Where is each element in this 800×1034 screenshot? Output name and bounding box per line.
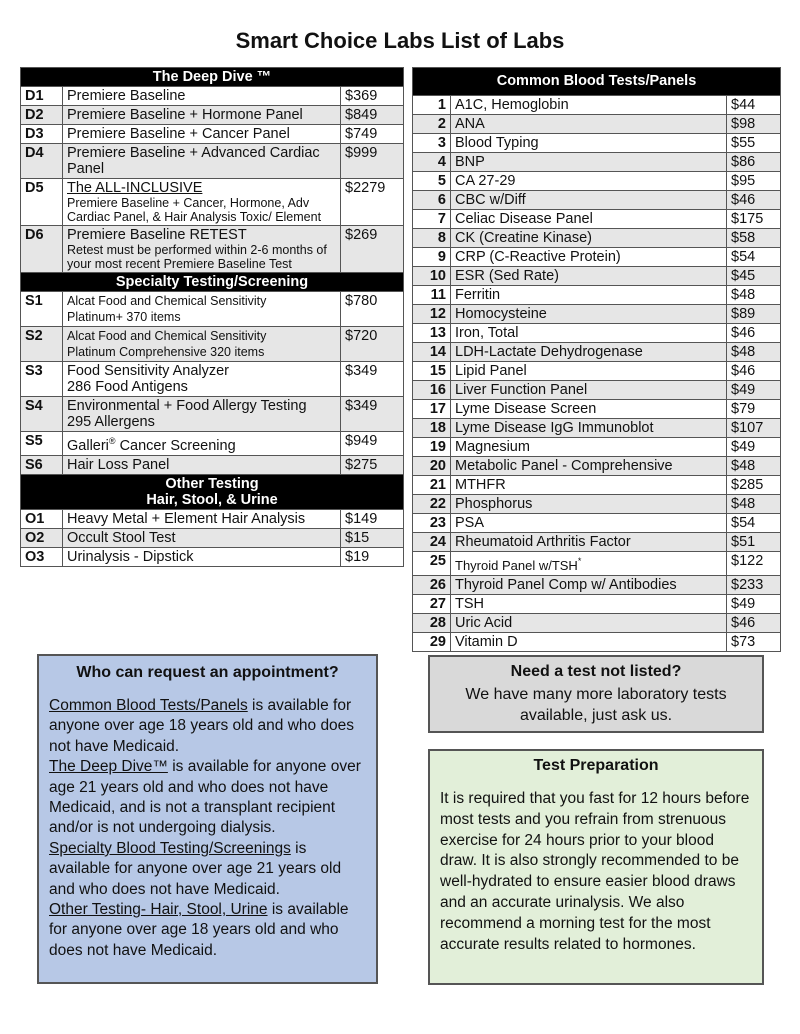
lab-code: D3 bbox=[21, 125, 63, 144]
lab-code: O1 bbox=[21, 509, 63, 528]
lab-price: $107 bbox=[727, 419, 781, 438]
lab-row bbox=[413, 594, 781, 613]
lab-number: 17 bbox=[413, 400, 451, 419]
lab-name-cell bbox=[451, 457, 727, 476]
lab-row bbox=[21, 226, 404, 273]
lab-row bbox=[413, 343, 781, 362]
specialty-rows bbox=[21, 292, 404, 475]
lab-price: $49 bbox=[727, 381, 781, 400]
lab-row bbox=[413, 552, 781, 576]
lab-name: PSA bbox=[455, 515, 485, 531]
lab-code: S2 bbox=[21, 327, 63, 362]
lab-price: $999 bbox=[341, 144, 404, 179]
lab-name-cell bbox=[451, 210, 727, 229]
lab-price: $45 bbox=[727, 267, 781, 286]
lab-row bbox=[413, 172, 781, 191]
lab-row bbox=[413, 419, 781, 438]
lab-name: Occult Stool Test bbox=[67, 529, 176, 546]
lab-row bbox=[413, 476, 781, 495]
lab-row bbox=[413, 632, 781, 651]
lab-code: D2 bbox=[21, 106, 63, 125]
lab-name-cell bbox=[63, 87, 341, 106]
lab-number: 20 bbox=[413, 457, 451, 476]
lab-code: S1 bbox=[21, 292, 63, 327]
lab-row bbox=[413, 210, 781, 229]
lab-name: Lyme Disease IgG Immunoblot bbox=[455, 420, 654, 436]
lab-number: 22 bbox=[413, 495, 451, 514]
lab-price: $86 bbox=[727, 153, 781, 172]
lab-price: $122 bbox=[727, 552, 781, 576]
lab-name: Environmental + Food Allergy Testing bbox=[67, 398, 307, 414]
lab-row bbox=[413, 153, 781, 172]
common-blood-tests-table bbox=[412, 67, 781, 652]
lab-price: $349 bbox=[341, 362, 404, 397]
lab-name-cell bbox=[451, 248, 727, 267]
lab-name: Metabolic Panel - Comprehensive bbox=[455, 458, 673, 474]
lab-name-cell bbox=[451, 362, 727, 381]
lab-number: 7 bbox=[413, 210, 451, 229]
lab-name: Phosphorus bbox=[455, 496, 533, 512]
lab-name-cell bbox=[451, 286, 727, 305]
who-can-request-box bbox=[37, 654, 378, 984]
lab-name-cell bbox=[451, 191, 727, 210]
lab-name: ANA bbox=[455, 116, 485, 132]
lab-name-cell bbox=[451, 552, 727, 576]
lab-row bbox=[413, 575, 781, 594]
lab-row bbox=[413, 96, 781, 115]
lab-name-detail: Platinum Comprehensive 320 items bbox=[67, 345, 265, 359]
lab-number: 12 bbox=[413, 305, 451, 324]
lab-name-suffix: Cancer Screening bbox=[115, 437, 236, 454]
lab-number: 14 bbox=[413, 343, 451, 362]
registered-mark: ® bbox=[108, 436, 116, 446]
lab-name: Lipid Panel bbox=[455, 363, 527, 379]
lab-code: O3 bbox=[21, 547, 63, 566]
lab-name: Rheumatoid Arthritis Factor bbox=[455, 534, 631, 550]
lab-number: 26 bbox=[413, 575, 451, 594]
lab-price: $15 bbox=[341, 528, 404, 547]
deep-dive-header: The Deep Dive ™ bbox=[21, 68, 404, 87]
lab-row bbox=[21, 327, 404, 362]
lab-price: $73 bbox=[727, 632, 781, 651]
lab-price: $269 bbox=[341, 226, 404, 273]
other-eligibility-text: is available for anyone over age 18 years old and who does not have Medicaid. bbox=[49, 901, 349, 959]
lab-row bbox=[413, 305, 781, 324]
lab-name-cell bbox=[63, 327, 341, 362]
lab-number: 1 bbox=[413, 96, 451, 115]
lab-name: Heavy Metal + Element Hair Analysis bbox=[67, 510, 306, 527]
lab-name-cell bbox=[451, 575, 727, 594]
lab-name: Lyme Disease Screen bbox=[455, 401, 597, 417]
lab-number: 24 bbox=[413, 533, 451, 552]
lab-row bbox=[21, 125, 404, 144]
lab-row bbox=[413, 115, 781, 134]
lab-name-cell bbox=[63, 144, 341, 179]
lab-price: $849 bbox=[341, 106, 404, 125]
lab-name-cell bbox=[451, 438, 727, 457]
lab-row bbox=[413, 457, 781, 476]
lab-row bbox=[21, 509, 404, 528]
common-eligibility-label: Common Blood Tests/Panels bbox=[49, 697, 248, 714]
lab-name: TSH bbox=[455, 595, 484, 612]
lab-number: 28 bbox=[413, 613, 451, 632]
lab-name: Ferritin bbox=[455, 287, 501, 303]
lab-row bbox=[21, 106, 404, 125]
lab-name: A1C, Hemoglobin bbox=[455, 97, 569, 113]
deep-dive-eligibility-text: is available for anyone over age 21 years old and who does not have Medicaid, and is not a transplant recipient and/or is not undergoing dialysis. bbox=[49, 758, 361, 837]
prep-title: Test Preparation bbox=[533, 757, 659, 774]
other-header-line1: Other Testing bbox=[165, 475, 259, 492]
lab-price: $46 bbox=[727, 362, 781, 381]
lab-name: Urinalysis - Dipstick bbox=[67, 548, 194, 565]
lab-row bbox=[413, 438, 781, 457]
lab-price: $949 bbox=[341, 432, 404, 456]
lab-row bbox=[21, 432, 404, 456]
lab-row bbox=[413, 381, 781, 400]
lab-name: CA 27-29 bbox=[455, 173, 516, 189]
lab-name: Galleri bbox=[67, 437, 109, 454]
lab-name-cell bbox=[451, 613, 727, 632]
lab-row bbox=[413, 286, 781, 305]
lab-name: Celiac Disease Panel bbox=[455, 211, 593, 227]
lab-price: $2279 bbox=[341, 179, 404, 226]
lab-price: $46 bbox=[727, 191, 781, 210]
lab-name: Thyroid Panel Comp w/ Antibodies bbox=[455, 576, 677, 593]
common-rows bbox=[413, 96, 781, 652]
lab-name: LDH-Lactate Dehydrogenase bbox=[455, 344, 643, 360]
common-eligibility-text: is available for anyone over age 18 years old and who does not have Medicaid. bbox=[49, 697, 355, 755]
lab-name-cell bbox=[63, 125, 341, 144]
lab-name: CRP (C-Reactive Protein) bbox=[455, 249, 621, 265]
lab-row bbox=[413, 613, 781, 632]
lab-price: $54 bbox=[727, 248, 781, 267]
lab-name: Premiere Baseline + Cancer Panel bbox=[67, 126, 290, 142]
deep-dive-eligibility-label: The Deep Dive™ bbox=[49, 758, 168, 776]
lab-name: Magnesium bbox=[455, 439, 530, 455]
lab-name-cell bbox=[451, 343, 727, 362]
common-header: Common Blood Tests/Panels bbox=[413, 68, 781, 96]
lab-price: $749 bbox=[341, 125, 404, 144]
lab-row bbox=[413, 495, 781, 514]
lab-name-cell bbox=[451, 324, 727, 343]
lab-name-cell bbox=[451, 533, 727, 552]
lab-row bbox=[21, 528, 404, 547]
lab-name-cell bbox=[63, 455, 341, 474]
lab-price: $48 bbox=[727, 457, 781, 476]
lab-name: MTHFR bbox=[455, 477, 506, 493]
request-box-title: Who can request an appointment? bbox=[76, 664, 339, 681]
lab-row bbox=[21, 455, 404, 474]
lab-name-detail: Platinum+ 370 items bbox=[67, 310, 181, 324]
lab-name-cell bbox=[63, 547, 341, 566]
lab-name: BNP bbox=[455, 154, 485, 170]
lab-price: $48 bbox=[727, 495, 781, 514]
lab-row bbox=[413, 248, 781, 267]
left-labs-table bbox=[20, 67, 404, 567]
lab-number: 8 bbox=[413, 229, 451, 248]
lab-name-cell bbox=[451, 632, 727, 651]
lab-price: $369 bbox=[341, 87, 404, 106]
lab-name-cell bbox=[63, 362, 341, 397]
lab-price: $233 bbox=[727, 575, 781, 594]
lab-name-cell bbox=[63, 292, 341, 327]
lab-name-cell bbox=[63, 528, 341, 547]
lab-number: 13 bbox=[413, 324, 451, 343]
lab-name: CK (Creatine Kinase) bbox=[455, 230, 592, 246]
lab-price: $48 bbox=[727, 286, 781, 305]
lab-row bbox=[21, 292, 404, 327]
lab-name: Premiere Baseline + Hormone Panel bbox=[67, 107, 303, 123]
lab-name-cell bbox=[451, 115, 727, 134]
lab-name-cell bbox=[451, 514, 727, 533]
lab-name: CBC w/Diff bbox=[455, 192, 526, 208]
lab-number: 25 bbox=[413, 552, 451, 576]
lab-name-detail: 295 Allergens bbox=[67, 414, 155, 430]
page-title: Smart Choice Labs List of Labs bbox=[235, 28, 565, 53]
lab-code: D6 bbox=[21, 226, 63, 273]
lab-number: 5 bbox=[413, 172, 451, 191]
lab-row bbox=[21, 144, 404, 179]
lab-price: $780 bbox=[341, 292, 404, 327]
lab-name-cell bbox=[451, 594, 727, 613]
lab-code: D1 bbox=[21, 87, 63, 106]
lab-number: 15 bbox=[413, 362, 451, 381]
lab-number: 3 bbox=[413, 134, 451, 153]
lab-price: $175 bbox=[727, 210, 781, 229]
lab-number: 16 bbox=[413, 381, 451, 400]
lab-name-cell bbox=[451, 153, 727, 172]
lab-number: 2 bbox=[413, 115, 451, 134]
test-preparation-box bbox=[428, 749, 764, 985]
lab-name: Liver Function Panel bbox=[455, 382, 588, 398]
lab-price: $285 bbox=[727, 476, 781, 495]
lab-name: The ALL-INCLUSIVE bbox=[67, 180, 203, 196]
lab-price: $149 bbox=[341, 509, 404, 528]
specialty-eligibility-text: is available for anyone over age 21 years old and who does not have Medicaid. bbox=[49, 839, 342, 898]
lab-row bbox=[21, 87, 404, 106]
lab-number: 4 bbox=[413, 153, 451, 172]
lab-name-cell bbox=[63, 106, 341, 125]
lab-code: S4 bbox=[21, 397, 63, 432]
lab-name-cell bbox=[63, 432, 341, 456]
lab-price: $98 bbox=[727, 115, 781, 134]
lab-code: D5 bbox=[21, 179, 63, 226]
other-header-line2: Hair, Stool, & Urine bbox=[146, 491, 278, 508]
lab-name-cell bbox=[451, 419, 727, 438]
lab-code: O2 bbox=[21, 528, 63, 547]
lab-number: 29 bbox=[413, 632, 451, 651]
lab-price: $44 bbox=[727, 96, 781, 115]
lab-name: Premiere Baseline RETEST bbox=[67, 227, 247, 243]
lab-row bbox=[413, 324, 781, 343]
lab-row bbox=[21, 547, 404, 566]
lab-name: Food Sensitivity Analyzer bbox=[67, 363, 229, 379]
lab-name: Uric Acid bbox=[455, 614, 513, 631]
asterisk-mark: * bbox=[577, 556, 582, 566]
lab-name: Vitamin D bbox=[455, 633, 518, 650]
lab-price: $46 bbox=[727, 613, 781, 632]
lab-number: 6 bbox=[413, 191, 451, 210]
lab-name: Alcat Food and Chemical Sensitivity bbox=[67, 329, 267, 343]
lab-code: S3 bbox=[21, 362, 63, 397]
lab-name-cell bbox=[451, 267, 727, 286]
lab-name-cell bbox=[451, 172, 727, 191]
lab-price: $95 bbox=[727, 172, 781, 191]
lab-name: ESR (Sed Rate) bbox=[455, 268, 559, 284]
lab-note: Retest must be performed within 2-6 months of your most recent Premiere Baseline Test bbox=[67, 243, 327, 271]
lab-name-cell bbox=[451, 381, 727, 400]
lab-code: S6 bbox=[21, 455, 63, 474]
lab-price: $349 bbox=[341, 397, 404, 432]
lab-price: $55 bbox=[727, 134, 781, 153]
lab-price: $51 bbox=[727, 533, 781, 552]
lab-price: $79 bbox=[727, 400, 781, 419]
lab-row bbox=[413, 400, 781, 419]
lab-name: Iron, Total bbox=[455, 325, 519, 341]
lab-price: $49 bbox=[727, 438, 781, 457]
lab-row bbox=[21, 362, 404, 397]
lab-note: Premiere Baseline + Cancer, Hormone, Adv Cardiac Panel, & Hair Analysis Toxic/ Element bbox=[67, 196, 322, 224]
other-eligibility-label: Other Testing- Hair, Stool, Urine bbox=[49, 901, 268, 919]
lab-name-cell bbox=[63, 509, 341, 528]
lab-price: $720 bbox=[341, 327, 404, 362]
lab-code: S5 bbox=[21, 432, 63, 456]
lab-code: D4 bbox=[21, 144, 63, 179]
lab-name-cell bbox=[451, 305, 727, 324]
lab-number: 18 bbox=[413, 419, 451, 438]
lab-number: 9 bbox=[413, 248, 451, 267]
lab-name: Alcat Food and Chemical Sensitivity bbox=[67, 294, 267, 308]
lab-row bbox=[413, 229, 781, 248]
lab-number: 21 bbox=[413, 476, 451, 495]
lab-price: $48 bbox=[727, 343, 781, 362]
lab-price: $49 bbox=[727, 594, 781, 613]
lab-name: Premiere Baseline bbox=[67, 88, 186, 104]
specialty-header: Specialty Testing/Screening bbox=[21, 273, 404, 292]
lab-name-cell bbox=[451, 400, 727, 419]
lab-name-cell bbox=[451, 229, 727, 248]
lab-name-cell bbox=[451, 134, 727, 153]
lab-number: 23 bbox=[413, 514, 451, 533]
lab-price: $46 bbox=[727, 324, 781, 343]
lab-number: 19 bbox=[413, 438, 451, 457]
specialty-eligibility-label: Specialty Blood Testing/Screenings bbox=[49, 839, 291, 857]
lab-name: Premiere Baseline + Advanced Cardiac Panel bbox=[67, 145, 320, 177]
lab-number: 10 bbox=[413, 267, 451, 286]
other-header bbox=[21, 474, 404, 509]
lab-row bbox=[413, 134, 781, 153]
lab-name-cell bbox=[451, 476, 727, 495]
lab-row bbox=[413, 514, 781, 533]
lab-price: $54 bbox=[727, 514, 781, 533]
lab-number: 11 bbox=[413, 286, 451, 305]
lab-name-detail: 286 Food Antigens bbox=[67, 379, 188, 395]
lab-price: $19 bbox=[341, 547, 404, 566]
lab-name-cell bbox=[63, 397, 341, 432]
lab-name: Hair Loss Panel bbox=[67, 456, 170, 473]
lab-name-cell bbox=[63, 226, 341, 273]
deep-dive-rows bbox=[21, 87, 404, 273]
not-listed-title: Need a test not listed? bbox=[510, 663, 682, 680]
lab-row bbox=[21, 397, 404, 432]
lab-name-cell bbox=[63, 179, 341, 226]
lab-row bbox=[21, 179, 404, 226]
lab-number: 27 bbox=[413, 594, 451, 613]
test-not-listed-box bbox=[428, 655, 764, 733]
lab-name-cell bbox=[451, 96, 727, 115]
lab-name-cell bbox=[451, 495, 727, 514]
lab-row bbox=[413, 191, 781, 210]
lab-name: Homocysteine bbox=[455, 306, 547, 322]
lab-name: Thyroid Panel w/TSH bbox=[455, 557, 578, 573]
lab-price: $275 bbox=[341, 455, 404, 474]
lab-name: Blood Typing bbox=[455, 135, 539, 151]
request-paragraph bbox=[49, 696, 366, 961]
lab-row bbox=[413, 533, 781, 552]
lab-row bbox=[413, 362, 781, 381]
not-listed-text: We have many more laboratory tests available, just ask us. bbox=[465, 686, 727, 724]
other-rows bbox=[21, 509, 404, 566]
prep-text: It is required that you fast for 12 hours before most tests and you refrain from strenuous exercise for 24 hours prior to your blood draw. It is also strongly recommended to be well-hydrated to ensure easier blood draws and an accurate urinalysis. We also recommend a morning test for the most accurate results related to hormones. bbox=[440, 790, 750, 953]
lab-price: $58 bbox=[727, 229, 781, 248]
lab-price: $89 bbox=[727, 305, 781, 324]
lab-row bbox=[413, 267, 781, 286]
